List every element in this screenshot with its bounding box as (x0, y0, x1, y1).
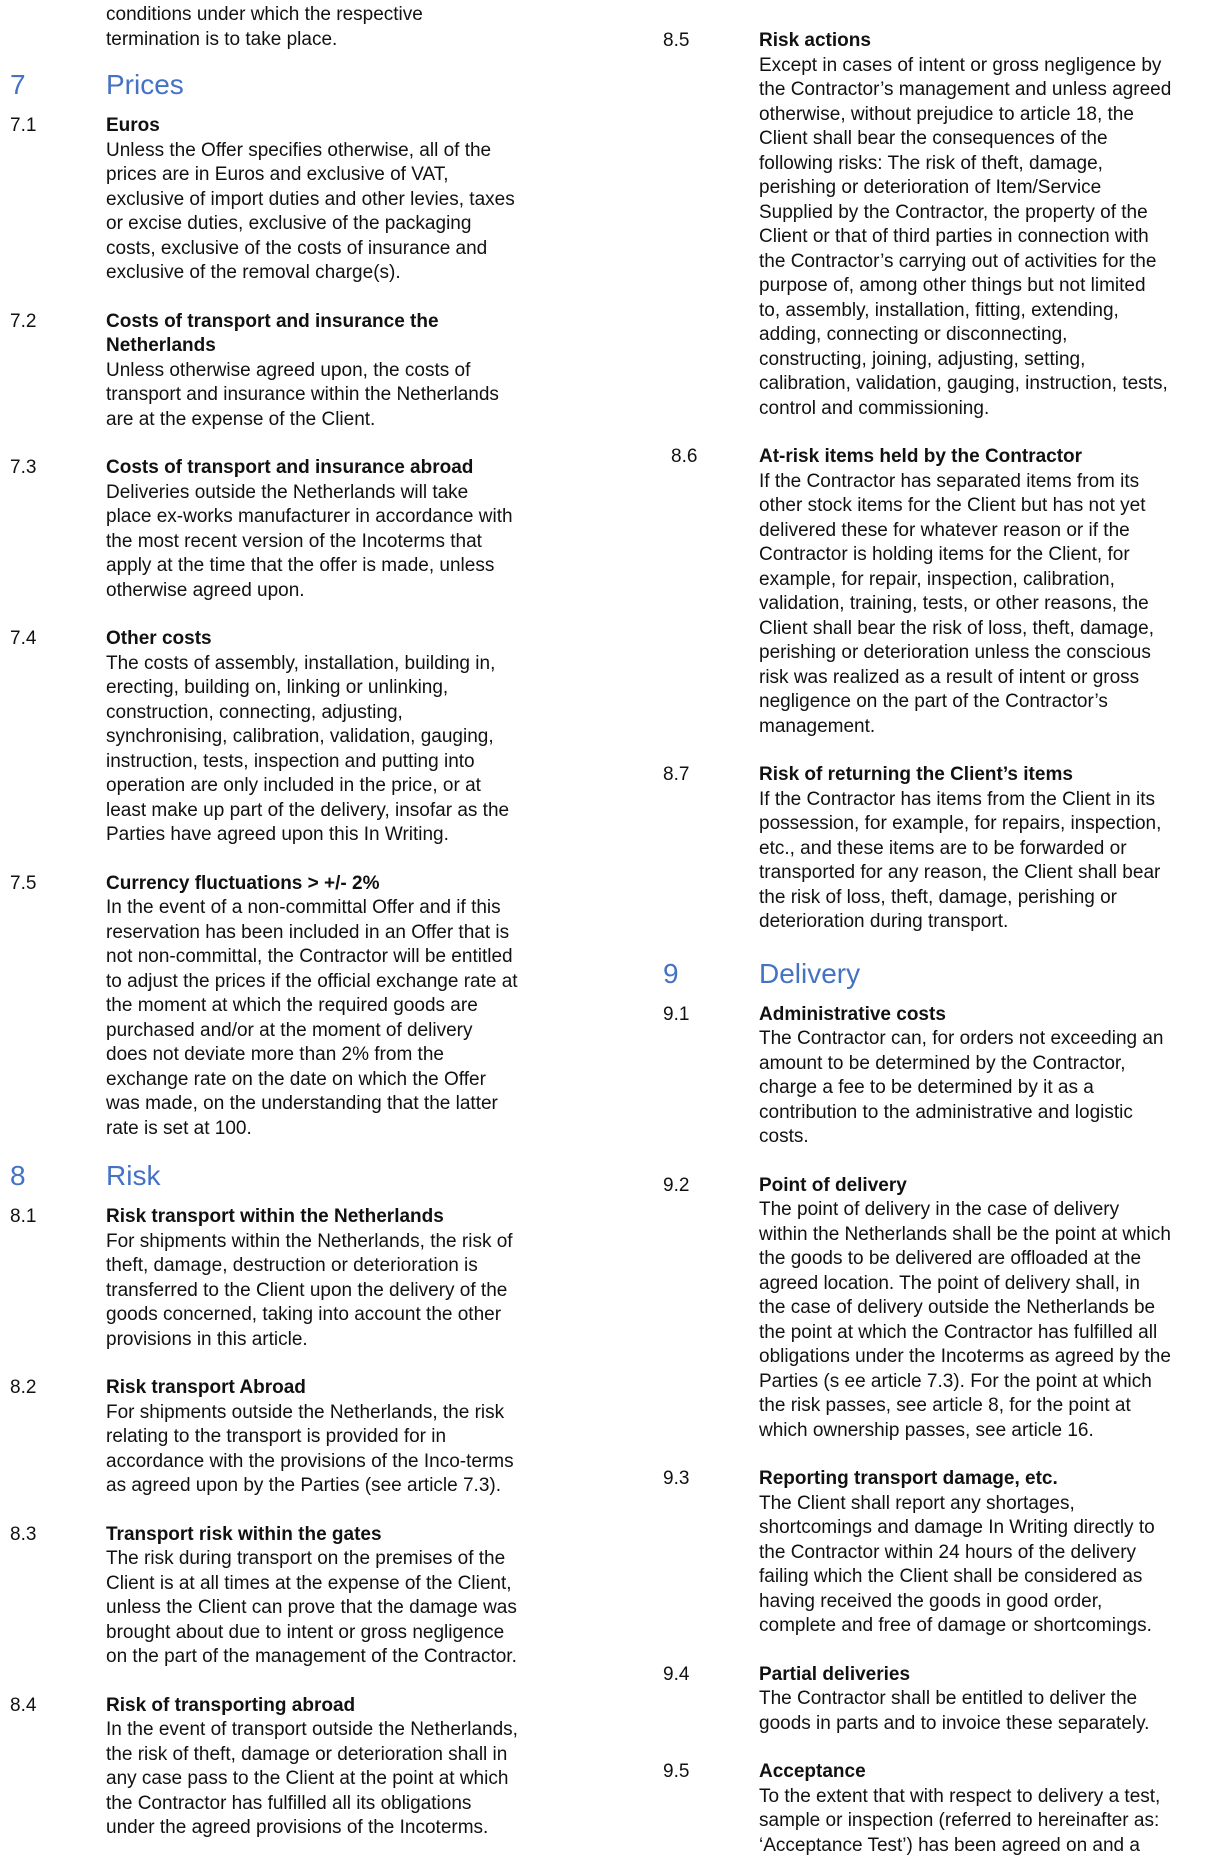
section-number: 8 (10, 1160, 26, 1191)
clause-8-1 (10, 1205, 570, 1352)
clause-number: 8.4 (10, 1694, 37, 1716)
clause-number: 7.5 (10, 872, 37, 894)
clause-title: Point of delivery (759, 1174, 907, 1196)
clause-7-3 (10, 456, 570, 603)
clause-8-4 (10, 1694, 570, 1841)
clause-text: Deliveries outside the Netherlands will take place ex-works manufacturer in accordance with the most recent version of the Incoterms that apply at the time that the offer is made, unless otherwise agreed upon. (106, 481, 513, 601)
clause-number: 8.3 (10, 1523, 37, 1545)
clause-number: 8.5 (663, 30, 690, 51)
clause-title: Partial deliveries (759, 1663, 911, 1685)
clause-text: The costs of assembly, installation, building in, erecting, building on, linking or unlinking, construction, connecting, adjusting, synchronising, calibration, validation, gauging, instruction, tests, inspection and putting into operation are only included in the price, or at least make up part of the delivery, insofar as the Parties have agreed upon this In Writing. (106, 652, 510, 845)
clause-number: 8.6 (671, 446, 698, 467)
clause-7-4 (10, 627, 570, 848)
clause-text: The Contractor can, for orders not exceeding an amount to be determined by the Contractor, charge a fee to be determined by it as a contribution to the administrative and logistic costs. (759, 1028, 1164, 1147)
clause-text: In the event of a non-committal Offer and if this reservation has been included in an Offer that is not non-committal, the Contractor will be entitled to adjust the prices if the official exchange rate at the moment at which the required goods are purchased and/or at the moment of delivery does not deviate more than 2% from the exchange rate on the date on which the Offer was made, on the understanding that the latter rate is set at 100. (106, 897, 518, 1139)
clause-9-3 (663, 1467, 1229, 1639)
section-heading-delivery (663, 959, 1229, 989)
clause-text: In the event of transport outside the Netherlands, the risk of theft, damage or deterioration shall in any case pass to the Client at the point at which the Contractor has fulfilled all its obligations under the agreed provisions of the Incoterms. (106, 1719, 518, 1838)
clause-8-5 (663, 29, 1229, 421)
clause-text: The Client shall report any shortages, shortcomings and damage In Writing directly to the Contractor within 24 hours of the delivery failing which the Client shall be considered as having received the goods in good order, complete and free of damage or shortcomings. (759, 1492, 1155, 1636)
clause-number: 9.3 (663, 1468, 690, 1489)
clause-title: Acceptance (759, 1761, 866, 1782)
left-column (10, 0, 570, 1841)
clause-title: Transport risk within the gates (106, 1523, 382, 1545)
section-title: Prices (106, 69, 184, 100)
clause-number: 8.1 (10, 1206, 37, 1227)
right-column (663, 0, 1229, 1858)
clause-number: 8.7 (663, 764, 690, 785)
clause-8-3 (10, 1523, 570, 1670)
clause-9-4 (663, 1663, 1229, 1737)
clause-number: 9.2 (663, 1174, 690, 1196)
section-title: Delivery (759, 957, 861, 989)
clause-number: 7.4 (10, 628, 37, 649)
clause-text: The Contractor shall be entitled to deliver the goods in parts and to invoice these separately. (759, 1688, 1150, 1734)
clause-number: 9.1 (663, 1003, 690, 1025)
clause-text: conditions under which the respective termination is to take place. (106, 4, 423, 50)
section-number: 7 (10, 69, 26, 100)
clause-9-2 (663, 1174, 1229, 1444)
clause-title: Costs of transport and insurance the Netherlands (106, 310, 439, 356)
clause-number: 9.5 (663, 1761, 690, 1782)
clause-7-2 (10, 310, 570, 433)
clause-text: For shipments outside the Netherlands, the risk relating to the transport is provided for in accordance with the provisions of the Inco-terms as agreed upon by the Parties (see article 7.3). (106, 1401, 514, 1496)
section-number: 9 (663, 957, 679, 989)
clause-title: Reporting transport damage, etc. (759, 1468, 1058, 1489)
clause-title: Euros (106, 115, 160, 136)
section-heading-prices (10, 70, 570, 100)
clause-text: Unless otherwise agreed upon, the costs of transport and insurance within the Netherlands are at the expense of the Client. (106, 359, 499, 430)
clause-8-7 (663, 763, 1229, 935)
clause-8-6 (663, 445, 1229, 739)
clause-9-1 (663, 1003, 1229, 1150)
section-title: Risk (106, 1160, 161, 1191)
clause-8-2 (10, 1376, 570, 1499)
clause-text: To the extent that with respect to delivery a test, sample or inspection (referred to hereinafter as: ‘Acceptance Test’) has been agreed on and a (759, 1785, 1161, 1856)
clause-text: If the Contractor has separated items from its other stock items for the Client but has not yet delivered these for whatever reason or if the Contractor is holding items for the Client, for example, for repair, inspection, calibration, validation, training, tests, or other reasons, the Client shall bear the risk of loss, theft, damage, perishing or deterioration unless the conscious risk was realized as a result of intent or gross negligence on the part of the Contractor’s management. (759, 470, 1154, 737)
clause-title: Risk transport Abroad (106, 1377, 306, 1398)
clause-number: 7.2 (10, 310, 37, 332)
clause-title: Risk of transporting abroad (106, 1694, 356, 1716)
clause-text: The point of delivery in the case of delivery within the Netherlands shall be the point at which the goods to be delivered are offloaded at the agreed location. The point of delivery shall, in the case of delivery outside the Netherlands be the point at which the Contractor has fulfilled all obligations under the Incoterms as agreed by the Parties (s ee article 7.3). For the point at which the risk passes, see article 8, for the point at which ownership passes, see article 16. (759, 1199, 1171, 1441)
clause-number: 9.4 (663, 1663, 690, 1685)
clause-title: At-risk items held by the Contractor (759, 446, 1083, 467)
clause-7-5 (10, 872, 570, 1142)
clause-title: Other costs (106, 628, 212, 649)
clause-text: For shipments within the Netherlands, the risk of theft, damage, destruction or deterioration is transferred to the Client upon the delivery of the goods concerned, taking into account the other provisions in this article. (106, 1230, 513, 1350)
clause-text: Except in cases of intent or gross negligence by the Contractor’s management and unless agreed otherwise, without prejudice to article 18, the Client shall bear the consequences of the following risks: The risk of theft, damage, perishing or deterioration of Item/Service Supplied by the Contractor, the property of the Client or that of third parties in connection with the Contractor’s carrying out of activities for the purpose of, among other things but not limited to, assembly, installation, fitting, extending, adding, connecting or disconnecting, constructing, joining, adjusting, setting, calibration, validation, gauging, instruction, tests, control and commissioning. (759, 54, 1172, 419)
clause-title: Risk transport within the Netherlands (106, 1206, 444, 1227)
clause-title: Administrative costs (759, 1003, 946, 1025)
clause-title: Risk actions (759, 30, 871, 51)
clause-9-5 (663, 1760, 1229, 1858)
clause-continuation (10, 3, 570, 52)
clause-number: 7.1 (10, 115, 37, 136)
clause-7-1 (10, 114, 570, 286)
clause-text: Unless the Offer specifies otherwise, all of the prices are in Euros and exclusive of VAT, exclusive of import duties and other levies, taxes or excise duties, exclusive of the packaging costs, exclusive of the costs of insurance and exclusive of the removal charge(s). (106, 139, 515, 283)
clause-number: 7.3 (10, 457, 37, 478)
clause-text: If the Contractor has items from the Client in its possession, for example, for repairs, inspection, etc., and these items are to be forwarded or transported for any reason, the Client shall bear the risk of loss, theft, damage, perishing or deterioration during transport. (759, 788, 1162, 932)
clause-text: The risk during transport on the premises of the Client is at all times at the expense of the Client, unless the Client can prove that the damage was brought about due to intent or gross negligence on the part of the management of the Contractor. (106, 1548, 517, 1667)
clause-title: Currency fluctuations > +/- 2% (106, 872, 380, 894)
section-heading-risk (10, 1161, 570, 1191)
clause-title: Costs of transport and insurance abroad (106, 457, 474, 478)
clause-title: Risk of returning the Client’s items (759, 764, 1073, 785)
clause-number: 8.2 (10, 1377, 37, 1398)
